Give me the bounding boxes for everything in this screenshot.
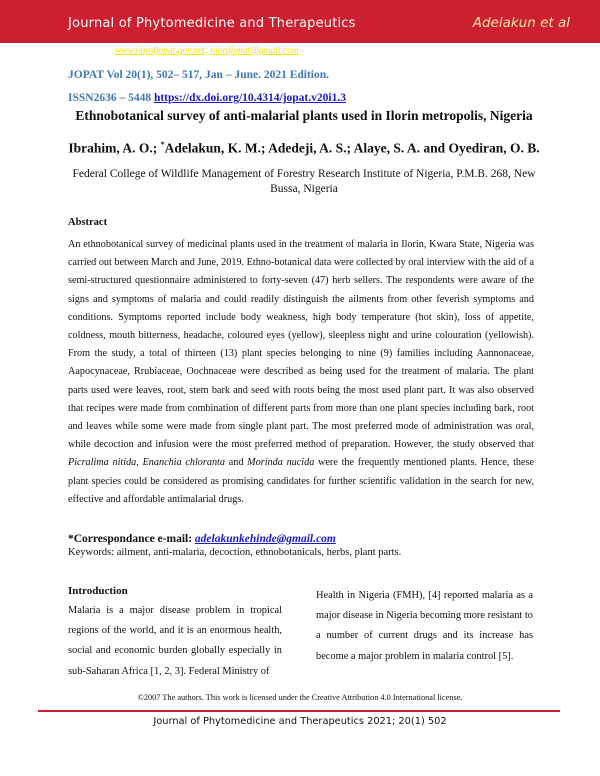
journal-header-bar [0,0,600,43]
doi-link[interactable]: https://dx.doi.org/10.4314/jopat.v20i1.3 [153,92,346,104]
journal-website-link[interactable]: www.niprdjopat.gov.net [115,46,205,56]
author-list [68,137,540,157]
abstract-heading: Abstract [68,217,108,228]
volume-line: JOPAT Vol 20(1), 502– 517, Jan – June. 2021 Edition. [68,69,330,81]
abstract-conclusion: were the frequently mentioned plants. Hence, these plant species could be considered as promising candidates for further scientific validation in the search for new, effective and affordable antimalarial drugs. [68,457,534,505]
journal-email-link[interactable]: niprdjopat@gmail.com [210,46,299,56]
correspondence [68,533,336,545]
species-sep-2: and [224,457,248,469]
correspondence-label: *Correspondance e-mail: [68,533,195,545]
species-enanchia: Enanchia chloranta [142,457,225,469]
links-separator: ; [204,46,208,56]
species-sep-1: , [136,457,143,469]
authors-first: Ibrahim, A. O.; [68,140,161,156]
introduction-left-text: Malaria is a major disease problem in tropical regions of the world, and it is an enormous health, social and economic burden globally especially in sub-Saharan Africa [1, 2, 3]. Federal Ministry of [68,605,282,677]
journal-title: Journal of Phytomedicine and Therapeutics [68,16,356,31]
keywords: Keywords: ailment, anti-malaria, decoction, ethnobotanicals, herbs, plant parts. [68,547,402,558]
license-notice: ©2007 The authors. This work is licensed under the Creative Attribution 4.0 International license. [137,693,463,702]
introduction-right-text: Health in Nigeria (FMH), [4] reported malaria as a major disease in Nigeria becoming more resistant to a number of current drugs and its increase has become a major problem in malaria control [5]. [316,590,533,662]
abstract-body: An ethnobotanical survey of medicinal plants used in the treatment of malaria in Ilorin, Kwara State, Nigeria was carried out between March and June, 2019. Ethno-botanical data were collected by oral interview with the aid of a semi-structured questionnaire administered to forty-seven (47) herb sellers. The respondents were aware of the signs and symptoms of malaria and could readily distinguish the ailments from other feverish symptoms and conditions. Symptoms reported include body weakness, high body temperature (hot skin), loss of appetite, coldness, mouth bitterness, headache, coloured eyes (yellow), sleepless night and urine colouration (yellowish). From the study, a total of thirteen (13) plant species belonging to nine (9) families including Aannonaceae, Aapocynaceae, Rrubiaceae, Oochnaceae were described as being used for the treatment of malaria. The plant parts used were leaves, root, stem bark and seed with roots being the most used plant part. It was also observed that recipes were made from combination of different parts from more than one plant species including bark, root and leaves while some were made from single plant part. The most preferred mode of administration was oral, while decoction and infusion were the most preferred method of preparation. However, the study observed that [68,239,534,451]
authors-rest: Adelakun, K. M.; Adedeji, A. S.; Alaye, S. A. and Oyediran, O. B. [164,140,540,156]
correspondence-email-link[interactable]: adelakunkehinde@gmail.com [194,533,336,545]
column-right [316,586,533,667]
introduction-heading: Introduction [68,585,128,597]
species-picralima: Picralima nitida [68,457,137,469]
corresponding-mark: * [160,140,165,149]
running-author: Adelakun et al [472,15,570,31]
article-title: Ethnobotanical survey of anti-malarial plants used in Ilorin metropolis, Nigeria [75,108,533,123]
abstract-text [68,236,534,509]
species-morinda: Morinda nucida [247,457,315,469]
page-footer: Journal of Phytomedicine and Therapeutics 2021; 20(1) 502 [153,716,447,727]
footer-divider [38,710,560,712]
issn-doi-line [68,92,346,104]
journal-links [115,46,299,56]
affiliation: Federal College of Wildlife Management of Forestry Research Institute of Nigeria, P.M.B. 268, New Bussa, Nigeria [72,168,536,195]
issn: ISSN2636 – 5448 [68,92,152,104]
column-left [68,585,282,682]
